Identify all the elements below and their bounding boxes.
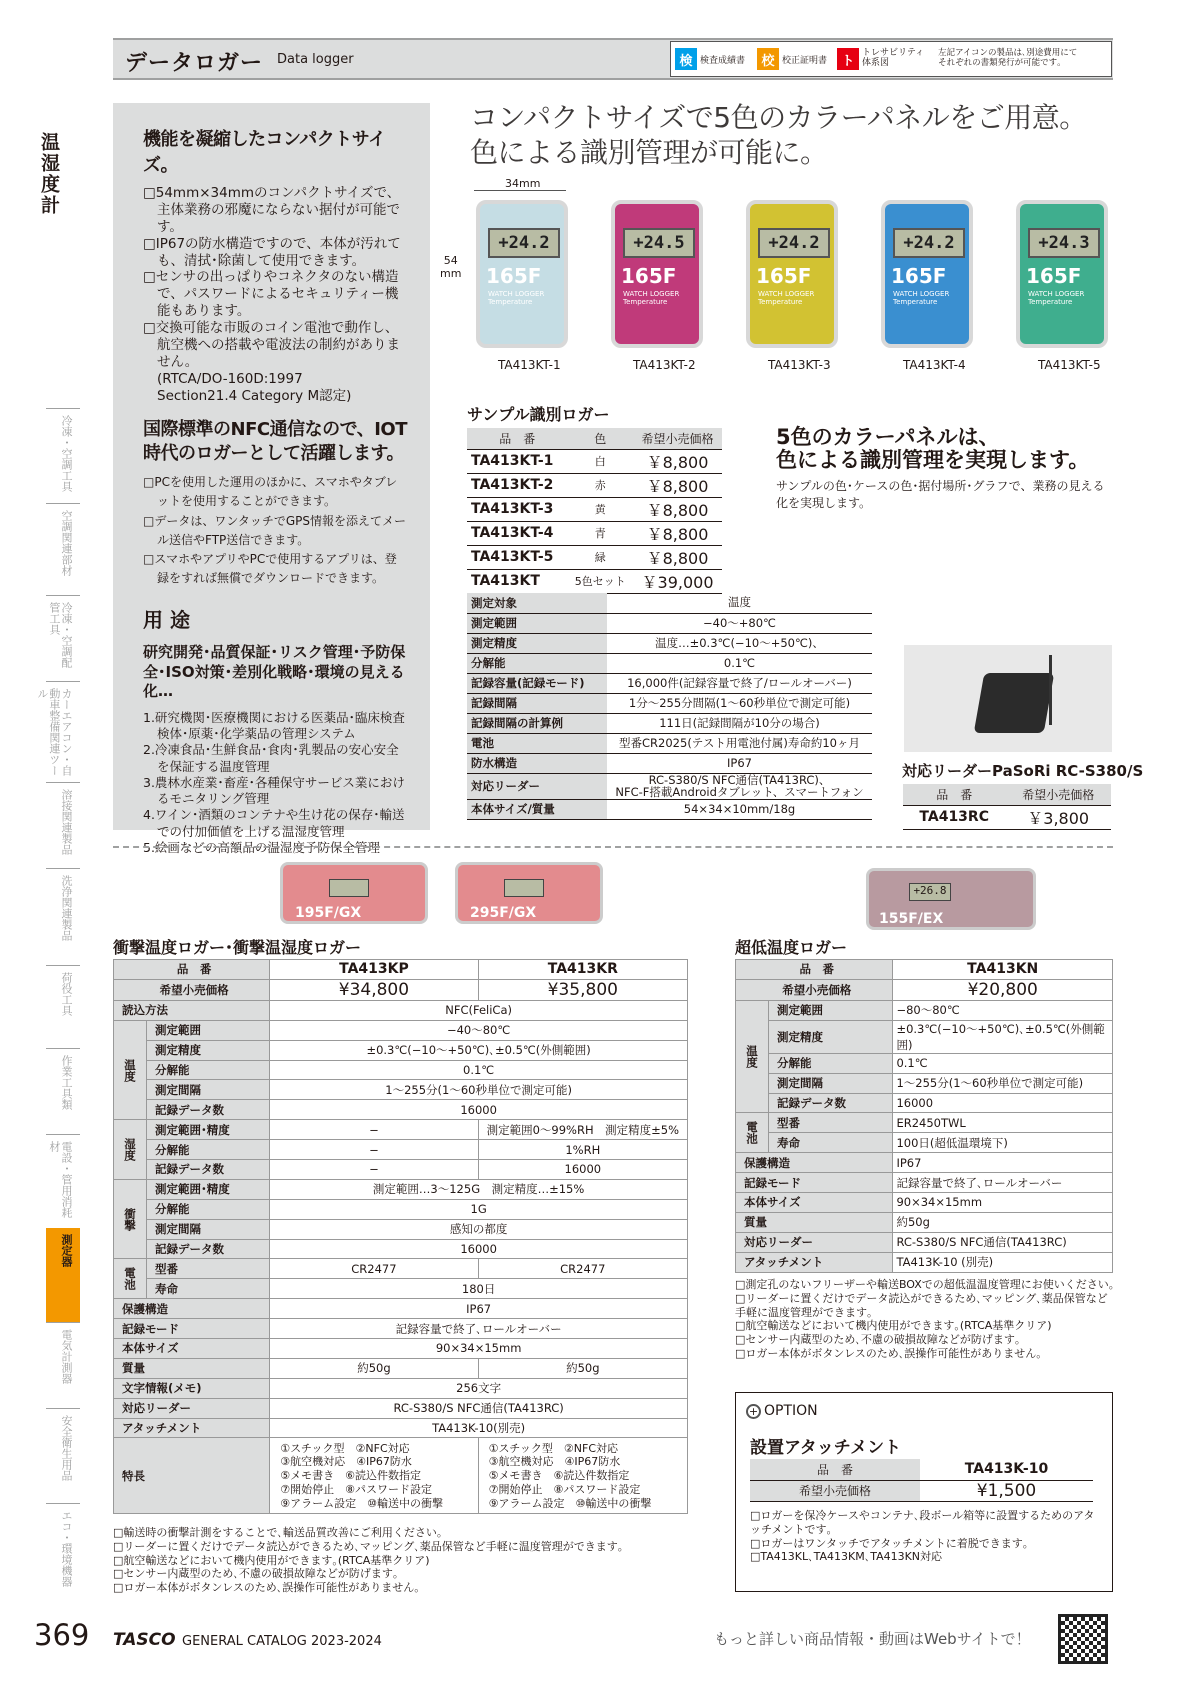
logger-3: +24.2 165F WATCH LOGGER Temperature — [746, 200, 838, 348]
table-row: 電池 型番 CR2477 CR2477 — [114, 1259, 688, 1279]
table-row: 温度 測定範囲 −40〜80℃ — [114, 1020, 688, 1040]
sample-price-table: 品 番 色 希望小売価格 TA413KT-1 白 ￥8,800 TA413KT-2 赤 ￥8,800 TA413KT-3 黄 ￥8,800 TA413KT-4 青 ￥8,800 TA413KT-5 緑 ￥8,800 TA413KT 5色セット ￥39,000 — [467, 428, 722, 594]
table-row: 文字情報(メモ) 256文字 — [114, 1378, 688, 1398]
table-row: 記録データ数 16000 — [736, 1093, 1113, 1113]
table-row: 寿命 180日 — [114, 1279, 688, 1299]
side-category-3[interactable]: カーエアコン・自動車整備関連ツール — [46, 681, 80, 782]
table-row: 湿度 測定範囲･精度 − 測定範囲0〜99%RH 測定精度±5% — [114, 1120, 688, 1140]
table-row: TA413KT 5色セット ￥39,000 — [467, 569, 722, 593]
color-message: 5色のカラーパネルは、 色による識別管理を実現します。 — [776, 425, 1090, 473]
table-row: 対応リーダー RC-S380/S NFC通信(TA413RC) — [114, 1398, 688, 1418]
shock-logger-1: 195F/GX — [280, 862, 428, 924]
table-row: アタッチメント TA413K-10(別売) — [114, 1418, 688, 1438]
shock-notes: □輸送時の衝撃計測をすることで､輸送品質改善にご利用ください｡ □リーダーに置くだけでデータ読込ができるため､マッピング､薬品保管など手軽に温度管理ができます｡ □航空輸送などにおいて機内使用ができます｡(RTCA基準クリア) □センサー内蔵型のため､不慮の破損故障などが防げます｡ □ロガー本体がボタンレスのため､誤操作可能性がありません｡ — [113, 1526, 624, 1594]
table-row: 質量 約50g 約50g — [114, 1358, 688, 1378]
features-panel: 機能を凝縮したコンパクトサイズ｡ □54mm×34mmのコンパクトサイズで、主体業務の邪魔にならない据付が可能です。 □IP67の防水構造ですので、本体が汚れても、清拭･除菌して使用できます。 □センサの出っぱりやコネクタのない構造で、パスワードによるセキュリティー機能もあります。 □交換可能な市販のコイン電池で動作し、航空機への搭載や電波法の制約がありません。 (RTCA/DO-160D:1997 Section21.4 Category M認定) 国際標準のNFC通信なので、IOT時代のロガーとして活躍します。 □PCを使用した運用のほかに、スマホやタブレットを使用することができます。 □データは、ワンタッチでGPS情報を添えてメール送信やFTP送信できます。 □スマホやアプリやPCで使用するアプリは、登録をすれば無償でダウンロードできます。 用 途 研究開発･品質保証･リスク管理･予防保全･ISO対策･差別化戦略･環境の見える化… 1.研究機関･医療機関における医薬品･臨床検査検体･原薬･化学薬品の管理システム 2.冷凍食品･生鮮食品･食肉･乳製品の安心安全を保証する温度管理 3.農林水産業･畜産･各種保守サービス業におけるモニタリング管理 4.ワイン･酒類のコンテナや生け花の保存･輸送での付加価値を上げる温湿度管理 5.絵画などの高額品の温湿度予防保全管理 — [113, 103, 430, 830]
usage-heading: 用 途 — [143, 608, 190, 633]
table-row: 記録モード 記録容量で終了､ロールオーバー — [114, 1319, 688, 1339]
table-row: 読込方法 NFC(FeliCa) — [114, 1000, 688, 1020]
table-row: 保護構造 IP67 — [736, 1153, 1113, 1173]
side-category-0[interactable]: 冷凍・空調工具 — [46, 408, 80, 503]
table-row: 記録間隔 1分〜255分間隔(1〜60秒単位で測定可能) — [467, 693, 872, 713]
section-divider — [113, 846, 1113, 848]
table-row: 分解能 0.1℃ — [736, 1053, 1113, 1073]
table-row: 分解能 − 1%RH — [114, 1140, 688, 1160]
shock-title: 衝撃温度ロガー･衝撃温湿度ロガー — [113, 938, 362, 957]
side-category-9[interactable]: 測定器 — [46, 1228, 80, 1322]
rtca-note: (RTCA/DO-160D:1997 Section21.4 Category M認定) — [157, 370, 352, 404]
side-category-2[interactable]: 冷凍・空調配管工具 — [46, 595, 80, 681]
table-row: 寿命 100日(超低温環境下) — [736, 1133, 1113, 1153]
reader-title: 対応リーダーPaSoRi RC-S380/S — [902, 762, 1144, 780]
table-row: 測定精度 ±0.3℃(−10〜+50℃)､±0.5℃(外側範囲) — [114, 1040, 688, 1060]
table-row: 記録データ数 16000 — [114, 1100, 688, 1120]
table-row: 測定範囲 −40〜+80℃ — [467, 613, 872, 633]
table-row: 温度 測定範囲 −80〜80℃ — [736, 1000, 1113, 1020]
side-category-10[interactable]: 電気計測器 — [46, 1322, 80, 1408]
side-category-11[interactable]: 安全衛生用品 — [46, 1408, 80, 1503]
table-row: TA413KT-5 緑 ￥8,800 — [467, 545, 722, 569]
side-category-top: 温湿度計 — [38, 132, 60, 216]
side-category-6[interactable]: 荷役工具 — [46, 965, 80, 1048]
side-category-1[interactable]: 空調関連部材 — [46, 503, 80, 595]
page-number: 369 — [34, 1618, 90, 1652]
logger-4: +24.2 165F WATCH LOGGER Temperature — [881, 200, 973, 348]
table-row: 記録モード 記録容量で終了､ロールオーバー — [736, 1173, 1113, 1193]
logger-label: TA413KT-1 — [498, 358, 561, 372]
table-row: 防水構造 IP67 — [467, 753, 872, 773]
spec-table — [467, 593, 872, 820]
qr-code-icon[interactable] — [1058, 1614, 1108, 1664]
reader-photo — [904, 645, 1112, 752]
table-row: TA413KT-2 赤 ￥8,800 — [467, 473, 722, 497]
table-row: 本体サイズ/質量 54×34×10mm/18g — [467, 799, 872, 819]
table-row: アタッチメント TA413K-10 (別売) — [736, 1252, 1113, 1272]
ultra-logger: 155F/EX +26.8 — [866, 868, 1036, 930]
table-row: 本体サイズ 90×34×15mm — [114, 1339, 688, 1359]
feature-heading-2: 国際標準のNFC通信なので、IOT時代のロガーとして活躍します。 — [143, 419, 407, 464]
table-row: 分解能 0.1℃ — [114, 1060, 688, 1080]
section-title: データロガー — [125, 51, 264, 76]
table-row: 保護構造 IP67 — [114, 1299, 688, 1319]
table-row: 測定精度 ±0.3℃(−10〜+50℃)､±0.5℃(外側範囲) — [736, 1020, 1113, 1053]
table-row: TA413KT-4 青 ￥8,800 — [467, 521, 722, 545]
table-row: 記録容量(記録モード) 16,000件(記録容量で終了/ロールオーバー) — [467, 673, 872, 693]
option-box: + OPTION 設置アタッチメント 品 番 TA413K-10 希望小売価格 ¥1,500 □ロガーを保冷ケースやコンテナ､段ボール箱等に設置するためのアタッチメントです｡ □ロガーはワンタッチでアタッチメントに着脱できます｡ □TA413KL､TA413KM､TA413KN対応 — [735, 1392, 1113, 1592]
traceability-icon: ト — [837, 48, 859, 70]
side-category-4[interactable]: 溶接関連製品 — [46, 782, 80, 868]
logger-label: TA413KT-4 — [903, 358, 966, 372]
logger-1: +24.2 165F WATCH LOGGER Temperature — [476, 200, 568, 348]
logger-label: TA413KT-2 — [633, 358, 696, 372]
logger-label: TA413KT-3 — [768, 358, 831, 372]
inspection-icon: 検 — [675, 48, 697, 70]
side-category-8[interactable]: 電設・管用消耗材 — [46, 1134, 80, 1228]
side-category-5[interactable]: 洗浄関連製品 — [46, 868, 80, 965]
logger-label: TA413KT-5 — [1038, 358, 1101, 372]
side-category-7[interactable]: 作業工具類 — [46, 1048, 80, 1134]
sample-title: サンプル識別ロガー — [467, 405, 610, 424]
table-row: 記録データ数 16000 — [114, 1239, 688, 1259]
icon-legend: 検 検査成績書 校 校正証明書 ト トレサビリティ 体系図 左記アイコンの製品は､別途費用にて それぞれの書類発行が可能です｡ — [670, 41, 1112, 77]
table-row: 電池 型番CR2025(テスト用電池付属)寿命約10ヶ月 — [467, 733, 872, 753]
width-dimension: 34mm — [505, 177, 541, 190]
shock-logger-2: 295F/GX — [455, 862, 603, 924]
table-row: 測定間隔 1〜255分(1〜60秒単位で測定可能) — [736, 1073, 1113, 1093]
logger-2: +24.5 165F WATCH LOGGER Temperature — [611, 200, 703, 348]
table-row: 対応リーダー RC-S380/S NFC通信(TA413RC) — [736, 1232, 1113, 1252]
table-row: 対応リーダー RC-S380/S NFC通信(TA413RC)、 NFC-F搭載Androidタブレット、スマートフォン — [467, 773, 872, 799]
table-row: 測定間隔 1〜255分(1〜60秒単位で測定可能) — [114, 1080, 688, 1100]
shock-spec-table: 品 番 TA413KP TA413KR 希望小売価格 ¥34,800 ¥35,800 読込方法 NFC(FeliCa) 温度 測定範囲 −40〜80℃ 測定精度 ±0.3℃(−10〜+50℃)､±0.5℃(外側範囲) 分解能 0.1℃ 測定間隔 1〜255分(1〜60秒単位で測定可能) 記録データ数 16000 湿度 測定範囲･精度 − 測定範囲0〜99%RH 測定精度±5% 分解能 − 1%RH 記録データ数 − 16000 衝撃 測定範囲･精度 測定範囲…3〜125G 測定精度…±15% 分解能 1G 測定間隔 感知の都度 記録データ数 16000 電池 型番 CR2477 CR2477 寿命 180日 保護構造 IP67 記録モード 記録容量で終了､ロールオーバー 本体サイズ 90×34×15mm 質量 約50g 約50g 文字情報(メモ) 256文字 対応リーダー RC-S380/S NFC通信(TA413RC) アタッチメント TA413K-10(別売) 特長 ①スチック型 ②NFC対応 ③航空機対応 ④IP67防水 ⑤メモ書き ⑥読込件数指定 ⑦開始停止 ⑧パスワード設定 ⑨アラーム設定 ⑩輸送中の衝撃 ①スチック型 ②NFC対応 ③航空機対応 ④IP67防水 ⑤メモ書き ⑥読込件数指定 ⑦開始停止 ⑧パスワード設定 ⑨アラーム設定 ⑩輸送中の衝撃 — [113, 959, 688, 1514]
table-row: 記録データ数 − 16000 — [114, 1160, 688, 1180]
ultra-title: 超低温度ロガー — [735, 938, 848, 957]
headline: コンパクトサイズで5色のカラーパネルをご用意。 色による識別管理が可能に。 — [470, 101, 1087, 169]
table-row: 電池 型番 ER2450TWL — [736, 1113, 1113, 1133]
table-row: 分解能 1G — [114, 1199, 688, 1219]
table-row: 記録間隔の計算例 111日(記録間隔が10分の場合) — [467, 713, 872, 733]
table-row: 測定間隔 感知の都度 — [114, 1219, 688, 1239]
calibration-icon: 校 — [757, 48, 779, 70]
table-row: 測定対象 温度 — [467, 593, 872, 613]
section-header — [113, 38, 1113, 80]
table-row: 衝撃 測定範囲･精度 測定範囲…3〜125G 測定精度…±15% — [114, 1179, 688, 1199]
nfc-reader-icon — [974, 673, 1055, 733]
reader-table: 品 番 希望小売価格 TA413RC ￥3,800 — [903, 784, 1111, 830]
table-row: TA413KT-1 白 ￥8,800 — [467, 449, 722, 473]
usage-summary: 研究開発･品質保証･リスク管理･予防保全･ISO対策･差別化戦略･環境の見える化… — [143, 643, 406, 701]
web-message: もっと詳しい商品情報・動画はWebサイトで！ — [714, 1630, 1031, 1648]
feature-heading-1: 機能を凝縮したコンパクトサイズ｡ — [143, 129, 386, 176]
logger-5: +24.3 165F WATCH LOGGER Temperature — [1016, 200, 1108, 348]
table-row: 質量 約50g — [736, 1212, 1113, 1232]
catalog-name: GENERAL CATALOG 2023-2024 — [182, 1634, 382, 1649]
height-dimension: 54 mm — [440, 254, 462, 280]
table-row: 分解能 0.1℃ — [467, 653, 872, 673]
table-row: TA413KT-3 黄 ￥8,800 — [467, 497, 722, 521]
brand-logo: TASCO — [113, 1630, 176, 1650]
ultra-spec-table: 品 番 TA413KN 希望小売価格 ¥20,800 温度 測定範囲 −80〜80℃ 測定精度 ±0.3℃(−10〜+50℃)､±0.5℃(外側範囲) 分解能 0.1℃ 測定間隔 1〜255分(1〜60秒単位で測定可能) 記録データ数 16000 電池 型番 ER2450TWL 寿命 100日(超低温環境下) 保護構造 IP67 記録モード 記録容量で終了､ロールオーバー 本体サイズ 90×34×15mm 質量 約50g 対応リーダー RC-S380/S NFC通信(TA413RC) アタッチメント TA413K-10 (別売) — [735, 959, 1113, 1273]
plus-icon: + — [746, 1404, 761, 1419]
legend-note: 左記アイコンの製品は､別途費用にて それぞれの書類発行が可能です｡ — [938, 48, 1078, 68]
table-row: 本体サイズ 90×34×15mm — [736, 1193, 1113, 1213]
table-row: 測定精度 温度…±0.3℃(−10〜+50℃)、 — [467, 633, 872, 653]
side-category-12[interactable]: エコ・環境機器 — [46, 1503, 80, 1595]
ultra-notes: □測定孔のないフリーザーや輸送BOXでの超低温温度管理にお使いください｡ □リーダーに置くだけでデータ読込ができるため､マッピング､薬品保管など手軽に温度管理ができます｡ □航空輸送などにおいて機内使用ができます｡(RTCA基準クリア) □センサー内蔵型のため､不慮の破損故障などが防げます｡ □ロガー本体がボタンレスのため､誤操作可能性がありません｡ — [735, 1278, 1115, 1360]
section-subtitle: Data logger — [277, 52, 354, 67]
